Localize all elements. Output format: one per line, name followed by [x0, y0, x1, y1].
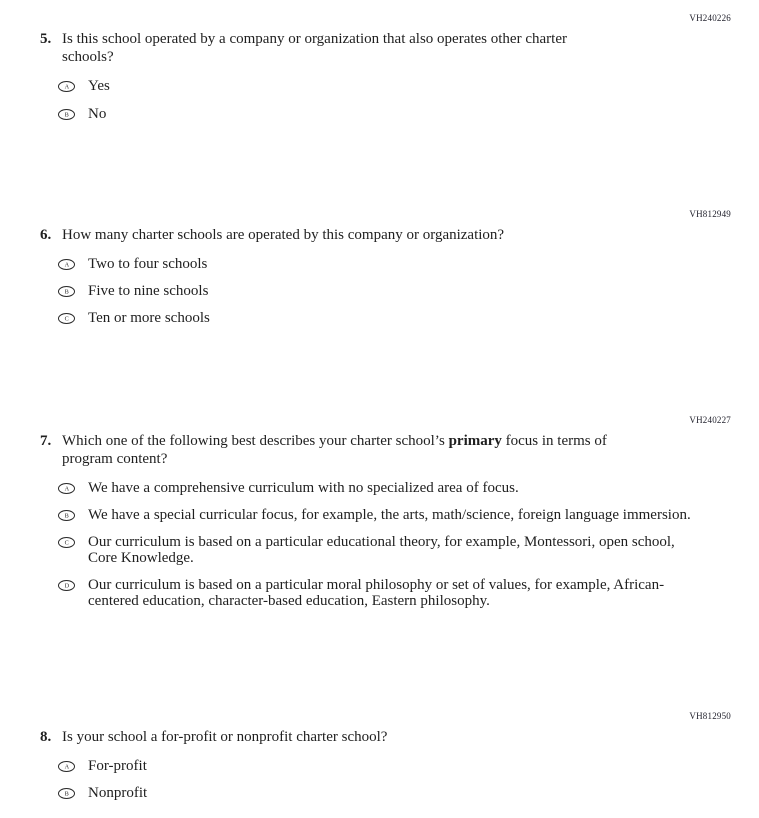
- answer-option-label: Ten or more schools: [88, 310, 210, 326]
- answer-option-label: Yes: [88, 78, 110, 94]
- answer-option-label: Nonprofit: [88, 785, 148, 801]
- question-5-block: [0, 13, 759, 133]
- bubble-letter: A: [64, 82, 69, 90]
- answer-option[interactable]: [58, 534, 759, 566]
- answer-option-label: No: [88, 106, 107, 122]
- question-text: Is this school operated by a company or organization that also operates other charter schools?: [62, 31, 567, 65]
- options-group: [0, 256, 759, 326]
- options-group: [0, 78, 759, 122]
- bubble-d-icon[interactable]: [58, 580, 75, 591]
- question-8-block: [0, 711, 759, 812]
- question-text: How many charter schools are operated by this company or organization?: [62, 227, 505, 243]
- bubble-a-icon[interactable]: [58, 81, 75, 92]
- question-number: 8.: [40, 729, 52, 745]
- answer-option[interactable]: [58, 310, 759, 326]
- question-code: VH240226: [689, 13, 731, 23]
- question-number: 5.: [40, 31, 52, 47]
- bubble-c-icon[interactable]: [58, 313, 75, 324]
- question-text: Is your school a for-profit or nonprofit charter school?: [62, 729, 388, 745]
- question-code: VH812950: [689, 711, 731, 721]
- bubble-letter: B: [64, 110, 69, 118]
- answer-option-label: We have a special curricular focus, for example, the arts, math/science, foreign language immersion.: [88, 507, 691, 523]
- answer-option[interactable]: [58, 283, 759, 299]
- bubble-b-icon[interactable]: [58, 788, 75, 799]
- bubble-letter: A: [64, 260, 69, 268]
- bubble-letter: A: [64, 762, 69, 770]
- question-text: Which one of the following best describes your charter school’s primary focus in terms of program content?: [62, 433, 607, 467]
- question-number: 6.: [40, 227, 52, 243]
- answer-option[interactable]: [58, 507, 759, 523]
- bubble-letter: C: [64, 314, 69, 322]
- answer-option-label: We have a comprehensive curriculum with no specialized area of focus.: [88, 480, 519, 496]
- answer-option[interactable]: [58, 758, 759, 774]
- bubble-letter: C: [64, 538, 69, 546]
- bubble-letter: B: [64, 287, 69, 295]
- answer-option-label: Our curriculum is based on a particular moral philosophy or set of values, for example, African-centered education, character-based education, Eastern philosophy.: [88, 577, 665, 609]
- bubble-letter: B: [64, 789, 69, 797]
- bubble-b-icon[interactable]: [58, 109, 75, 120]
- answer-option-label: Five to nine schools: [88, 283, 209, 299]
- bold-word: primary: [448, 433, 502, 449]
- bubble-letter: D: [64, 581, 69, 589]
- answer-option[interactable]: [58, 256, 759, 272]
- bubble-letter: A: [64, 484, 69, 492]
- answer-option[interactable]: [58, 78, 759, 94]
- question-code: VH812949: [689, 209, 731, 219]
- options-group: [0, 480, 759, 609]
- question-code: VH240227: [689, 415, 731, 425]
- question-7-block: [0, 415, 759, 620]
- question-6-block: [0, 209, 759, 337]
- bubble-c-icon[interactable]: [58, 537, 75, 548]
- answer-option[interactable]: [58, 785, 759, 801]
- bubble-a-icon[interactable]: [58, 761, 75, 772]
- answer-option-label: Two to four schools: [88, 256, 208, 272]
- bubble-a-icon[interactable]: [58, 483, 75, 494]
- bubble-b-icon[interactable]: [58, 510, 75, 521]
- options-group: [0, 758, 759, 801]
- answer-option[interactable]: [58, 106, 759, 122]
- answer-option[interactable]: [58, 577, 759, 609]
- question-number: 7.: [40, 433, 52, 449]
- answer-option[interactable]: [58, 480, 759, 496]
- answer-option-label: For-profit: [88, 758, 147, 774]
- bubble-b-icon[interactable]: [58, 286, 75, 297]
- answer-option-label: Our curriculum is based on a particular educational theory, for example, Montessori, open school, Core Knowledge.: [88, 534, 675, 566]
- bubble-a-icon[interactable]: [58, 259, 75, 270]
- bubble-letter: B: [64, 511, 69, 519]
